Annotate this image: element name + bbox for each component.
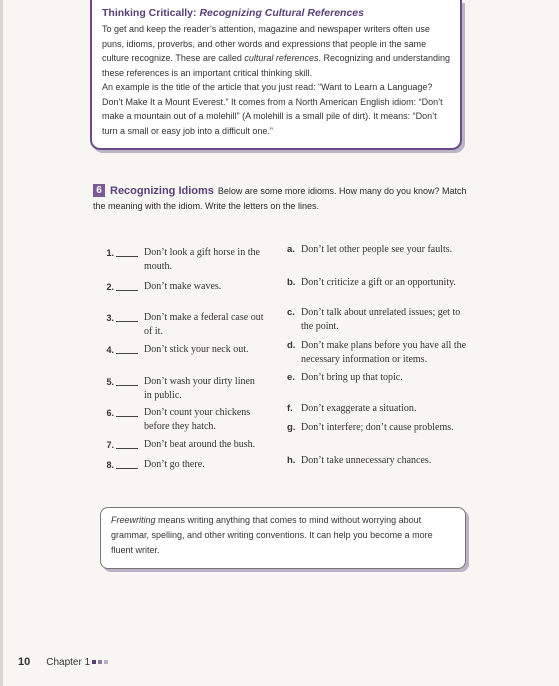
idiom-number: 8. xyxy=(106,460,114,470)
answer-blank[interactable] xyxy=(116,385,138,386)
meaning-item xyxy=(287,371,467,401)
footer-square-1 xyxy=(92,660,96,664)
idiom-number: 6. xyxy=(106,408,114,418)
exercise-header xyxy=(93,184,473,214)
meaning-item xyxy=(287,306,467,336)
idiom-number: 2. xyxy=(106,282,114,292)
idiom-item xyxy=(100,406,270,436)
meaning-text: Don’t interfere; don’t cause problems. xyxy=(301,422,454,433)
page-number: 10 xyxy=(18,656,31,668)
idiom-number: 5. xyxy=(106,377,114,387)
freewriting-box xyxy=(100,507,466,569)
answer-blank[interactable] xyxy=(116,468,138,469)
para1-italic-term: cultural references xyxy=(244,53,319,63)
idiom-item xyxy=(100,375,270,405)
meaning-letter: c. xyxy=(287,307,295,318)
meaning-letter: e. xyxy=(287,372,295,383)
para1-part-b: . Recognizing and understanding these references is an important critical thinking skill. xyxy=(102,53,451,78)
page-edge xyxy=(0,0,3,686)
meaning-letter: b. xyxy=(287,277,296,288)
idiom-item xyxy=(100,280,270,310)
answer-blank[interactable] xyxy=(116,416,138,417)
meaning-item xyxy=(287,243,467,273)
idiom-number: 4. xyxy=(106,345,114,355)
meaning-text: Don’t let other people see your faults. xyxy=(301,244,453,255)
footer-square-2 xyxy=(98,660,102,664)
answer-blank[interactable] xyxy=(116,321,138,322)
idiom-text: Don’t make a federal case out of it. xyxy=(144,312,264,337)
exercise-instructions: Below are some more idioms. How many do you know? Match the meaning with the idiom. Write the letters on the lines. xyxy=(93,186,467,211)
meaning-text: Don’t bring up that topic. xyxy=(301,372,403,383)
idiom-text: Don’t wash your dirty linen in public. xyxy=(144,376,255,401)
meaning-letter: g. xyxy=(287,422,296,433)
idiom-text: Don’t count your chickens before they hatch. xyxy=(144,407,251,432)
page-footer xyxy=(18,656,108,668)
meaning-item xyxy=(287,454,467,484)
meaning-item xyxy=(287,276,467,306)
freewriting-term: Freewriting xyxy=(111,515,156,525)
meaning-text: Don’t make plans before you have all the necessary information or items. xyxy=(301,340,467,365)
idiom-item xyxy=(100,343,270,373)
critical-thinking-paragraph-2: An example is the title of the article that you just read: “Want to Learn a Language? Don’t Make It a Mount Everest.” It comes from a North American English idiom: “Don’t make a mountain out of a molehill” (A molehill is a small pile of dirt). It means: “Don’t turn a small or easy job into a difficult one.” xyxy=(102,82,443,136)
meaning-letter: h. xyxy=(287,455,296,466)
idiom-text: Don’t beat around the bush. xyxy=(144,439,256,450)
meaning-item xyxy=(287,339,467,369)
exercise-title: Recognizing Idioms xyxy=(110,185,214,197)
meaning-letter: d. xyxy=(287,340,296,351)
footer-square-3 xyxy=(104,660,108,664)
idiom-text: Don’t look a gift horse in the mouth. xyxy=(144,247,260,272)
title-italic: Recognizing Cultural References xyxy=(199,7,364,19)
idiom-item xyxy=(100,458,270,488)
answer-blank[interactable] xyxy=(116,448,138,449)
critical-thinking-title xyxy=(102,6,452,20)
answer-blank[interactable] xyxy=(116,256,138,257)
chapter-label: Chapter 1 xyxy=(46,657,91,668)
idiom-item xyxy=(100,246,270,276)
freewriting-text: means writing anything that comes to mind without worrying about grammar, spelling, and other writing conventions. It can help you become a more fluent writer. xyxy=(111,515,433,555)
meaning-letter: f. xyxy=(287,403,293,414)
idiom-number: 7. xyxy=(106,440,114,450)
idiom-text: Don’t make waves. xyxy=(144,281,222,292)
meaning-text: Don’t criticize a gift or an opportunity. xyxy=(301,277,456,288)
meaning-text: Don’t take unnecessary chances. xyxy=(301,455,432,466)
answer-blank[interactable] xyxy=(116,353,138,354)
meaning-item xyxy=(287,421,467,451)
idiom-number: 1. xyxy=(106,248,114,258)
meaning-letter: a. xyxy=(287,244,295,255)
critical-thinking-paragraph-1 xyxy=(102,22,452,80)
para1-part-a: To get and keep the reader’s attention, magazine and newspaper writers often use puns, idioms, proverbs, and other words and expressions that people in the same culture recognize. These are called xyxy=(102,24,430,63)
idiom-text: Don’t go there. xyxy=(144,459,205,470)
idiom-text: Don’t stick your neck out. xyxy=(144,344,249,355)
meaning-text: Don’t talk about unrelated issues; get to the point. xyxy=(301,307,461,332)
title-prefix: Thinking Critically: xyxy=(102,7,200,19)
answer-blank[interactable] xyxy=(116,290,138,291)
idiom-number: 3. xyxy=(106,313,114,323)
meaning-text: Don’t exaggerate a situation. xyxy=(301,403,417,414)
idiom-item xyxy=(100,311,270,341)
critical-thinking-box xyxy=(90,0,462,150)
exercise-number-badge: 6 xyxy=(93,184,105,197)
